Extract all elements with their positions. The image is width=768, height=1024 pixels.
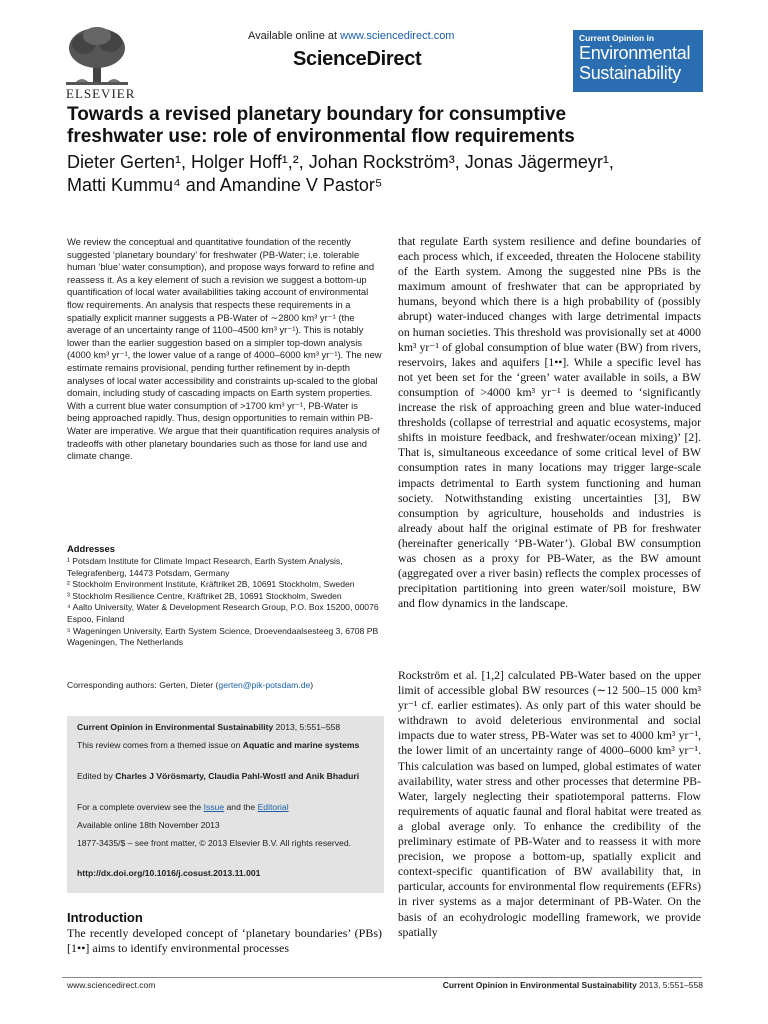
address-item: ³ Stockholm Resilience Centre, Kräftriket 2B, 10691 Stockholm, Sweden [67, 590, 342, 601]
address-item: ⁴ Aalto University, Water & Development Research Group, P.O. Box 15200, 00076 Espoo, Finland [67, 602, 379, 624]
sciencedirect-brand: ScienceDirect [293, 48, 422, 70]
publisher-name: ELSEVIER [66, 86, 136, 101]
issue-link[interactable]: Issue [203, 802, 225, 812]
address-item: ¹ Potsdam Institute for Climate Impact Research, Earth System Analysis, Telegrafenberg, 14473 Potsdam, Germany [67, 556, 343, 578]
article-title: Towards a revised planetary boundary for consumptive freshwater use: role of environmental flow requirements [67, 104, 575, 147]
abstract-text: We review the conceptual and quantitative foundation of the recently suggested ‘planetary boundary’ for freshwater (PB-Water; i.e. tolerable human ‘blue’ water consumption), and propose ways forward to refine and reassess it. As a key element of such a revision we suggest a bottom-up quantification of local water availabilities taking account of environmental flow requirements. An analysis that respects these requirements in a spatially explicit manner suggests a PB-Water of ∼2800 km³ yr⁻¹ (the average of an uncertainty range of 1100–4500 km³ yr⁻¹). This is notably lower than the earlier suggestion based on a simpler top-down analysis (4000 km³ yr⁻¹, the lower value of a range of 4000–6000 km³ yr⁻¹). The new estimate remains provisional, pending further refinement by in-depth analyses of local water accessibility and constraints up-scaled to the global domain, including study of cascading impacts on Earth system properties. With a current blue water consumption of >1700 km³ yr⁻¹, PB-Water is being approached rapidly. Thus, design opportunities to remain within PB-Water are imperative. We argue that their quantification requires analysis of tradeoffs with other planetary boundaries such as those for land use and climate change. [67, 236, 382, 462]
themed-issue: This review comes from a themed issue on Aquatic and marine systems [77, 740, 360, 750]
addresses-heading: Addresses [67, 543, 115, 554]
body-paragraph-1: that regulate Earth system resilience and define boundaries of each process which, if exceeded, threaten the Holocene stability of the Earth system. Among the suggested nine PBs is the maximum amount of freshwater that can be appropriated by humans, beyond which there is a high probability of (possibly abrupt) water-induced changes with large detrimental impacts on human societies. This threshold was provisionally set at 4000 km³ yr⁻¹ of global consumption of blue water (BW) from rivers, reservoirs, lakes and aquifers [1••]. While a specific level has not yet been set for the ‘green’ water available in soils, a BW consumption of >4000 km³ yr⁻¹ is deemed to ‘significantly increase the risk of approaching green and blue water-induced thresholds (collapse of terrestrial and aquatic ecosystems, major shifts in moisture feedback, and freshwater/ocean mixing)’ [2]. That is, simultaneous exceedance of some critical level of BW consumption rates in many locations may trigger large-scale impacts detrimental to Earth system functioning and human society. Notwithstanding existing uncertainties [3], BW consumption by agriculture, households and industries is already about half the original estimate of PB for freshwater (hereinafter generically ‘PB-Water’). Global BW consumption was chosen as a proxy for PB-Water, as the BW amount (aggregated over a river basin) reflects the complex processes of precipitation partitioning into green water/soil moisture, BW and flow dynamics in the landscape. [398, 235, 701, 611]
citation-line: Current Opinion in Environmental Sustainability 2013, 5:551–558 [77, 722, 341, 732]
footer-site[interactable]: www.sciencedirect.com [67, 980, 156, 990]
journal-logo-box [573, 30, 703, 92]
overview-line: For a complete overview see the Issue and the Editorial [77, 802, 289, 812]
copyright-line: 1877-3435/$ – see front matter, © 2013 Elsevier B.V. All rights reserved. [77, 838, 352, 848]
journal-logo-small: Current Opinion in [579, 33, 655, 43]
footer-citation: Current Opinion in Environmental Sustainability 2013, 5:551–558 [442, 980, 703, 990]
available-date: Available online 18th November 2013 [77, 820, 220, 830]
corresponding-email-link[interactable]: gerten@pik-potsdam.de [218, 680, 311, 690]
body-paragraph-2: Rockström et al. [1,2] calculated PB-Water based on the upper limit of accessible global BW resources (∼12 500–15 000 km³ yr⁻¹ cf. earlier estimates). As only part of this water should be withdrawn to avoid deleterious environmental and social impacts due to water stress, PB-Water was set to 4000 km³ yr⁻¹, the lower limit of an uncertainty range of 4000–6000 km³ yr⁻¹. This calculation was based on lumped, global estimates of water availability, water stress and other processes that determine PB-Water, largely neglecting their spatiotemporal patterns. Flow requirements of aquatic faunal and floral habitat were treated as a global average only. To enhance the credibility of the preliminary estimate of PB-Water and to reassess it with more precision, we propose a bottom-up, spatially explicit and context-specific quantification of BW availability that, in particular, accounts for environmental flow requirements (EFRs) in river systems as a major determinant of PB-Water. On the basis of an ecohydrologic modelling framework, we provide spatially [398, 669, 701, 939]
available-online: Available online at www.sciencedirect.com [248, 30, 455, 42]
introduction-text: The recently developed concept of ‘planetary boundaries’ (PBs) [1••] aims to identify environmental processes [67, 926, 382, 956]
footer-divider [62, 977, 702, 978]
addresses-list [67, 556, 382, 649]
author-list: Dieter Gerten¹, Holger Hoff¹,², Johan Rockström³, Jonas Jägermeyr¹, Matti Kummu⁴ and Amandine V Pastor⁵ [67, 152, 614, 195]
journal-logo-line2: Sustainability [579, 63, 681, 83]
abstract [67, 236, 382, 463]
doi-link[interactable]: http://dx.doi.org/10.1016/j.cosust.2013.11.001 [77, 868, 261, 878]
introduction-heading: Introduction [67, 910, 143, 925]
editorial-link[interactable]: Editorial [257, 802, 289, 812]
elsevier-tree-logo [62, 24, 132, 94]
sciencedirect-link[interactable]: www.sciencedirect.com [340, 30, 455, 42]
address-item: ⁵ Wageningen University, Earth System Science, Droevendaalsesteeg 3, 6708 PB Wageningen, The Netherlands [67, 625, 379, 648]
editors-line: Edited by Charles J Vörösmarty, Claudia Pahl-Wostl and Anik Bhaduri [77, 771, 360, 781]
corresponding-author: Corresponding authors: Gerten, Dieter (gerten@pik-potsdam.de) [67, 680, 314, 690]
journal-logo-line1: Environmental [579, 43, 691, 63]
address-item: ² Stockholm Environment Institute, Kräftriket 2B, 10691 Stockholm, Sweden [67, 579, 355, 590]
article-info-box [67, 716, 384, 893]
